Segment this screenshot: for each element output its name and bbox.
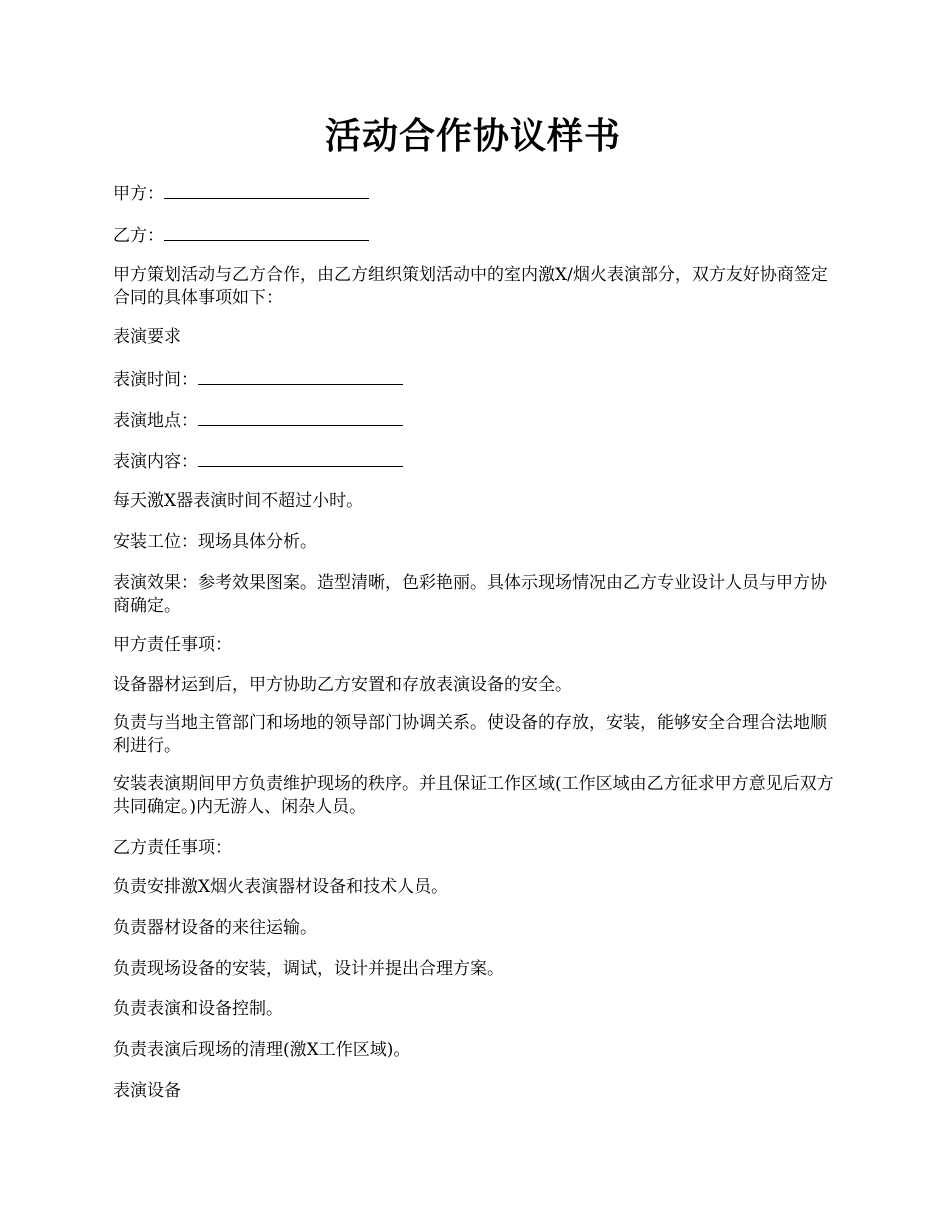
party-a-duty-2: 负责与当地主管部门和场地的领导部门协调关系。使设备的存放，安装，能够安全合理合法地顺利进行。	[113, 713, 827, 756]
party-a-blank[interactable]	[164, 181, 369, 199]
section-equipment: 表演设备	[113, 1081, 181, 1101]
section-party-a-duties: 甲方责任事项：	[113, 635, 232, 655]
daily-duration-paragraph: 每天激X器表演时间不超过小时。	[113, 491, 364, 511]
document-title: 活动合作协议样书	[324, 115, 621, 157]
performance-location-line	[113, 408, 838, 433]
performance-content-blank[interactable]	[198, 449, 403, 467]
party-b-blank[interactable]	[164, 223, 369, 241]
performance-location-label: 表演地点：	[113, 411, 198, 431]
party-b-duty-2: 负责器材设备的来往运输。	[113, 918, 317, 938]
party-a-duty-3: 安装表演期间甲方负责维护现场的秩序。并且保证工作区域(工作区域由乙方征求甲方意见后双方共同确定。)内无游人、闲杂人员。	[113, 774, 834, 817]
party-a-label: 甲方：	[113, 184, 164, 204]
performance-location-blank[interactable]	[198, 408, 403, 426]
party-b-duty-1: 负责安排激X烟火表演器材设备和技术人员。	[113, 877, 449, 897]
performance-time-blank[interactable]	[198, 367, 403, 385]
section-performance-requirements: 表演要求	[113, 327, 181, 347]
party-b-duty-5: 负责表演后现场的清理(激X工作区域)。	[113, 1040, 411, 1060]
performance-content-label: 表演内容：	[113, 452, 198, 472]
party-b-duty-4: 负责表演和设备控制。	[113, 999, 283, 1019]
install-position-paragraph: 安装工位：现场具体分析。	[113, 532, 317, 552]
intro-paragraph: 甲方策划活动与乙方合作，由乙方组织策划活动中的室内激X/烟火表演部分，双方友好协商签定合同的具体事项如下：	[113, 265, 828, 308]
performance-time-line	[113, 367, 838, 392]
performance-content-line	[113, 449, 838, 474]
party-b-line	[113, 223, 838, 248]
party-a-line	[113, 181, 838, 206]
performance-effect-paragraph: 表演效果：参考效果图案。造型清晰，色彩艳丽。具体示现场情况由乙方专业设计人员与甲方协商确定。	[113, 573, 827, 616]
party-b-label: 乙方：	[113, 226, 164, 246]
party-a-duty-1: 设备器材运到后，甲方协助乙方安置和存放表演设备的安全。	[113, 675, 572, 695]
performance-time-label: 表演时间：	[113, 370, 198, 390]
party-b-duty-3: 负责现场设备的安装，调试，设计并提出合理方案。	[113, 959, 504, 979]
section-party-b-duties: 乙方责任事项：	[113, 838, 232, 858]
